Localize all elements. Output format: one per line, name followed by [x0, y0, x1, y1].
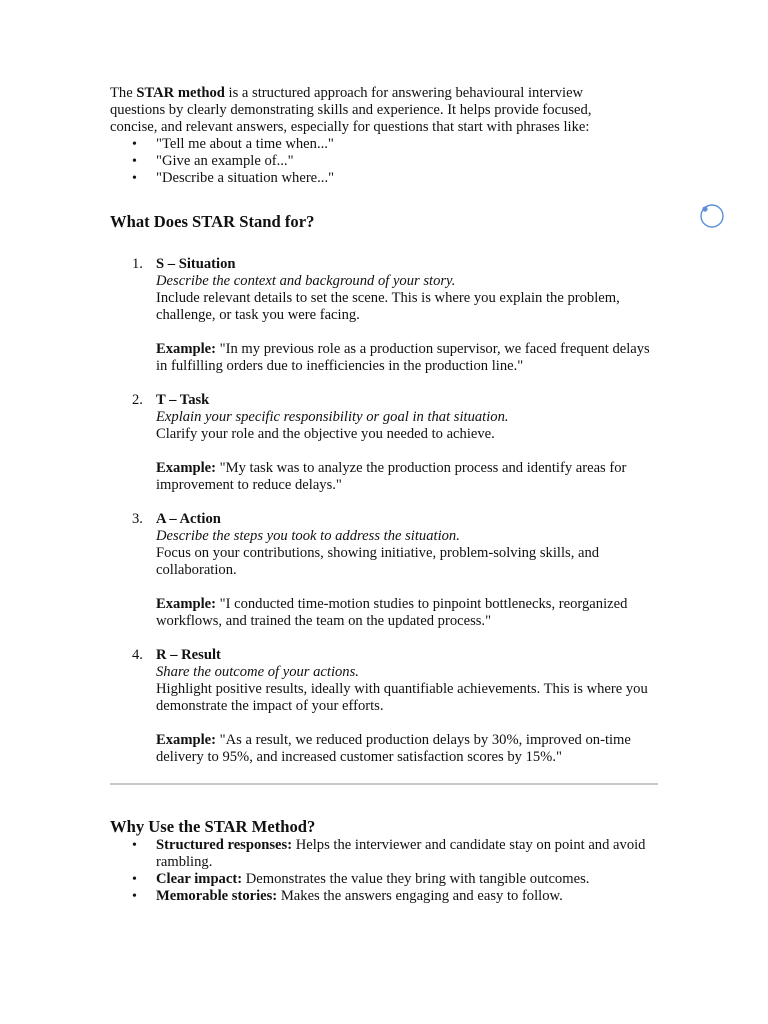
example-text: "My task was to analyze the production process and identify areas for improvement to reduce delays." [156, 460, 627, 493]
step-title: T – Task [156, 392, 210, 408]
step-body: Focus on your contributions, showing initiative, problem-solving skills, and collaboration. [156, 545, 600, 578]
step-title: S – Situation [156, 256, 236, 272]
example-label: Example: [156, 732, 216, 748]
why-bullet-list [110, 837, 658, 905]
intro-bold-term: STAR method [136, 85, 225, 101]
bullet-label: Structured responses: [156, 837, 293, 853]
step-number: 2. [132, 392, 143, 408]
step-body: Highlight positive results, ideally with quantifiable achievements. This is where you demonstrate the impact of your efforts. [156, 681, 648, 714]
step-example [156, 732, 658, 766]
list-item: • "Tell me about a time when..." [110, 136, 658, 153]
step-example [156, 341, 658, 375]
intro-text-pre: The [110, 85, 137, 101]
bullet-text: Makes the answers engaging and easy to follow. [277, 888, 563, 904]
star-step-action [110, 511, 658, 630]
section-heading-why: Why Use the STAR Method? [110, 817, 316, 836]
example-label: Example: [156, 341, 216, 357]
bullet-text: Demonstrates the value they bring with tangible outcomes. [242, 871, 590, 887]
star-step-situation [110, 256, 658, 375]
step-subtitle: Describe the context and background of your story. [156, 273, 456, 289]
intro-text-post: is a structured approach for answering behavioural interview questions by clearly demonstrating skills and experience. It helps provide focused, concise, and relevant answers, especially for questions that start with phrases like: [110, 85, 592, 135]
section-divider [110, 783, 658, 785]
example-label: Example: [156, 460, 216, 476]
list-item [110, 837, 658, 871]
list-item [110, 888, 658, 905]
step-number: 1. [132, 256, 143, 272]
section-heading-what: What Does STAR Stand for? [110, 212, 315, 231]
step-number: 3. [132, 511, 143, 527]
list-item: • "Describe a situation where..." [110, 170, 658, 187]
step-subtitle: Describe the steps you took to address the situation. [156, 528, 460, 544]
step-body: Clarify your role and the objective you needed to achieve. [156, 426, 495, 442]
bullet-text: Helps the interviewer and candidate stay on point and avoid rambling. [156, 837, 646, 870]
document-page [110, 85, 658, 905]
step-title: A – Action [156, 511, 221, 527]
step-example [156, 596, 658, 630]
example-label: Example: [156, 596, 216, 612]
intro-paragraph [110, 85, 630, 136]
step-example [156, 460, 658, 494]
step-subtitle: Share the outcome of your actions. [156, 664, 359, 680]
step-title: R – Result [156, 647, 221, 663]
example-text: "I conducted time-motion studies to pinpoint bottlenecks, reorganized workflows, and trained the team on the updated process." [156, 596, 628, 629]
example-text: "As a result, we reduced production delays by 30%, improved on-time delivery to 95%, and increased customer satisfaction scores by 15%." [156, 732, 631, 765]
intro-bullet-list [110, 136, 658, 187]
star-step-result [110, 647, 658, 766]
list-item [110, 871, 658, 888]
step-subtitle: Explain your specific responsibility or goal in that situation. [156, 409, 509, 425]
circle-loader-icon[interactable] [699, 203, 725, 229]
star-step-task [110, 392, 658, 494]
step-body: Include relevant details to set the scene. This is where you explain the problem, challenge, or task you were facing. [156, 290, 620, 323]
step-number: 4. [132, 647, 143, 663]
bullet-label: Memorable stories: [156, 888, 278, 904]
list-item: • "Give an example of..." [110, 153, 658, 170]
bullet-label: Clear impact: [156, 871, 243, 887]
example-text: "In my previous role as a production supervisor, we faced frequent delays in fulfilling orders due to inefficiencies in the production line." [156, 341, 650, 374]
circle-loader-svg [699, 203, 725, 229]
star-steps-list [110, 256, 658, 766]
